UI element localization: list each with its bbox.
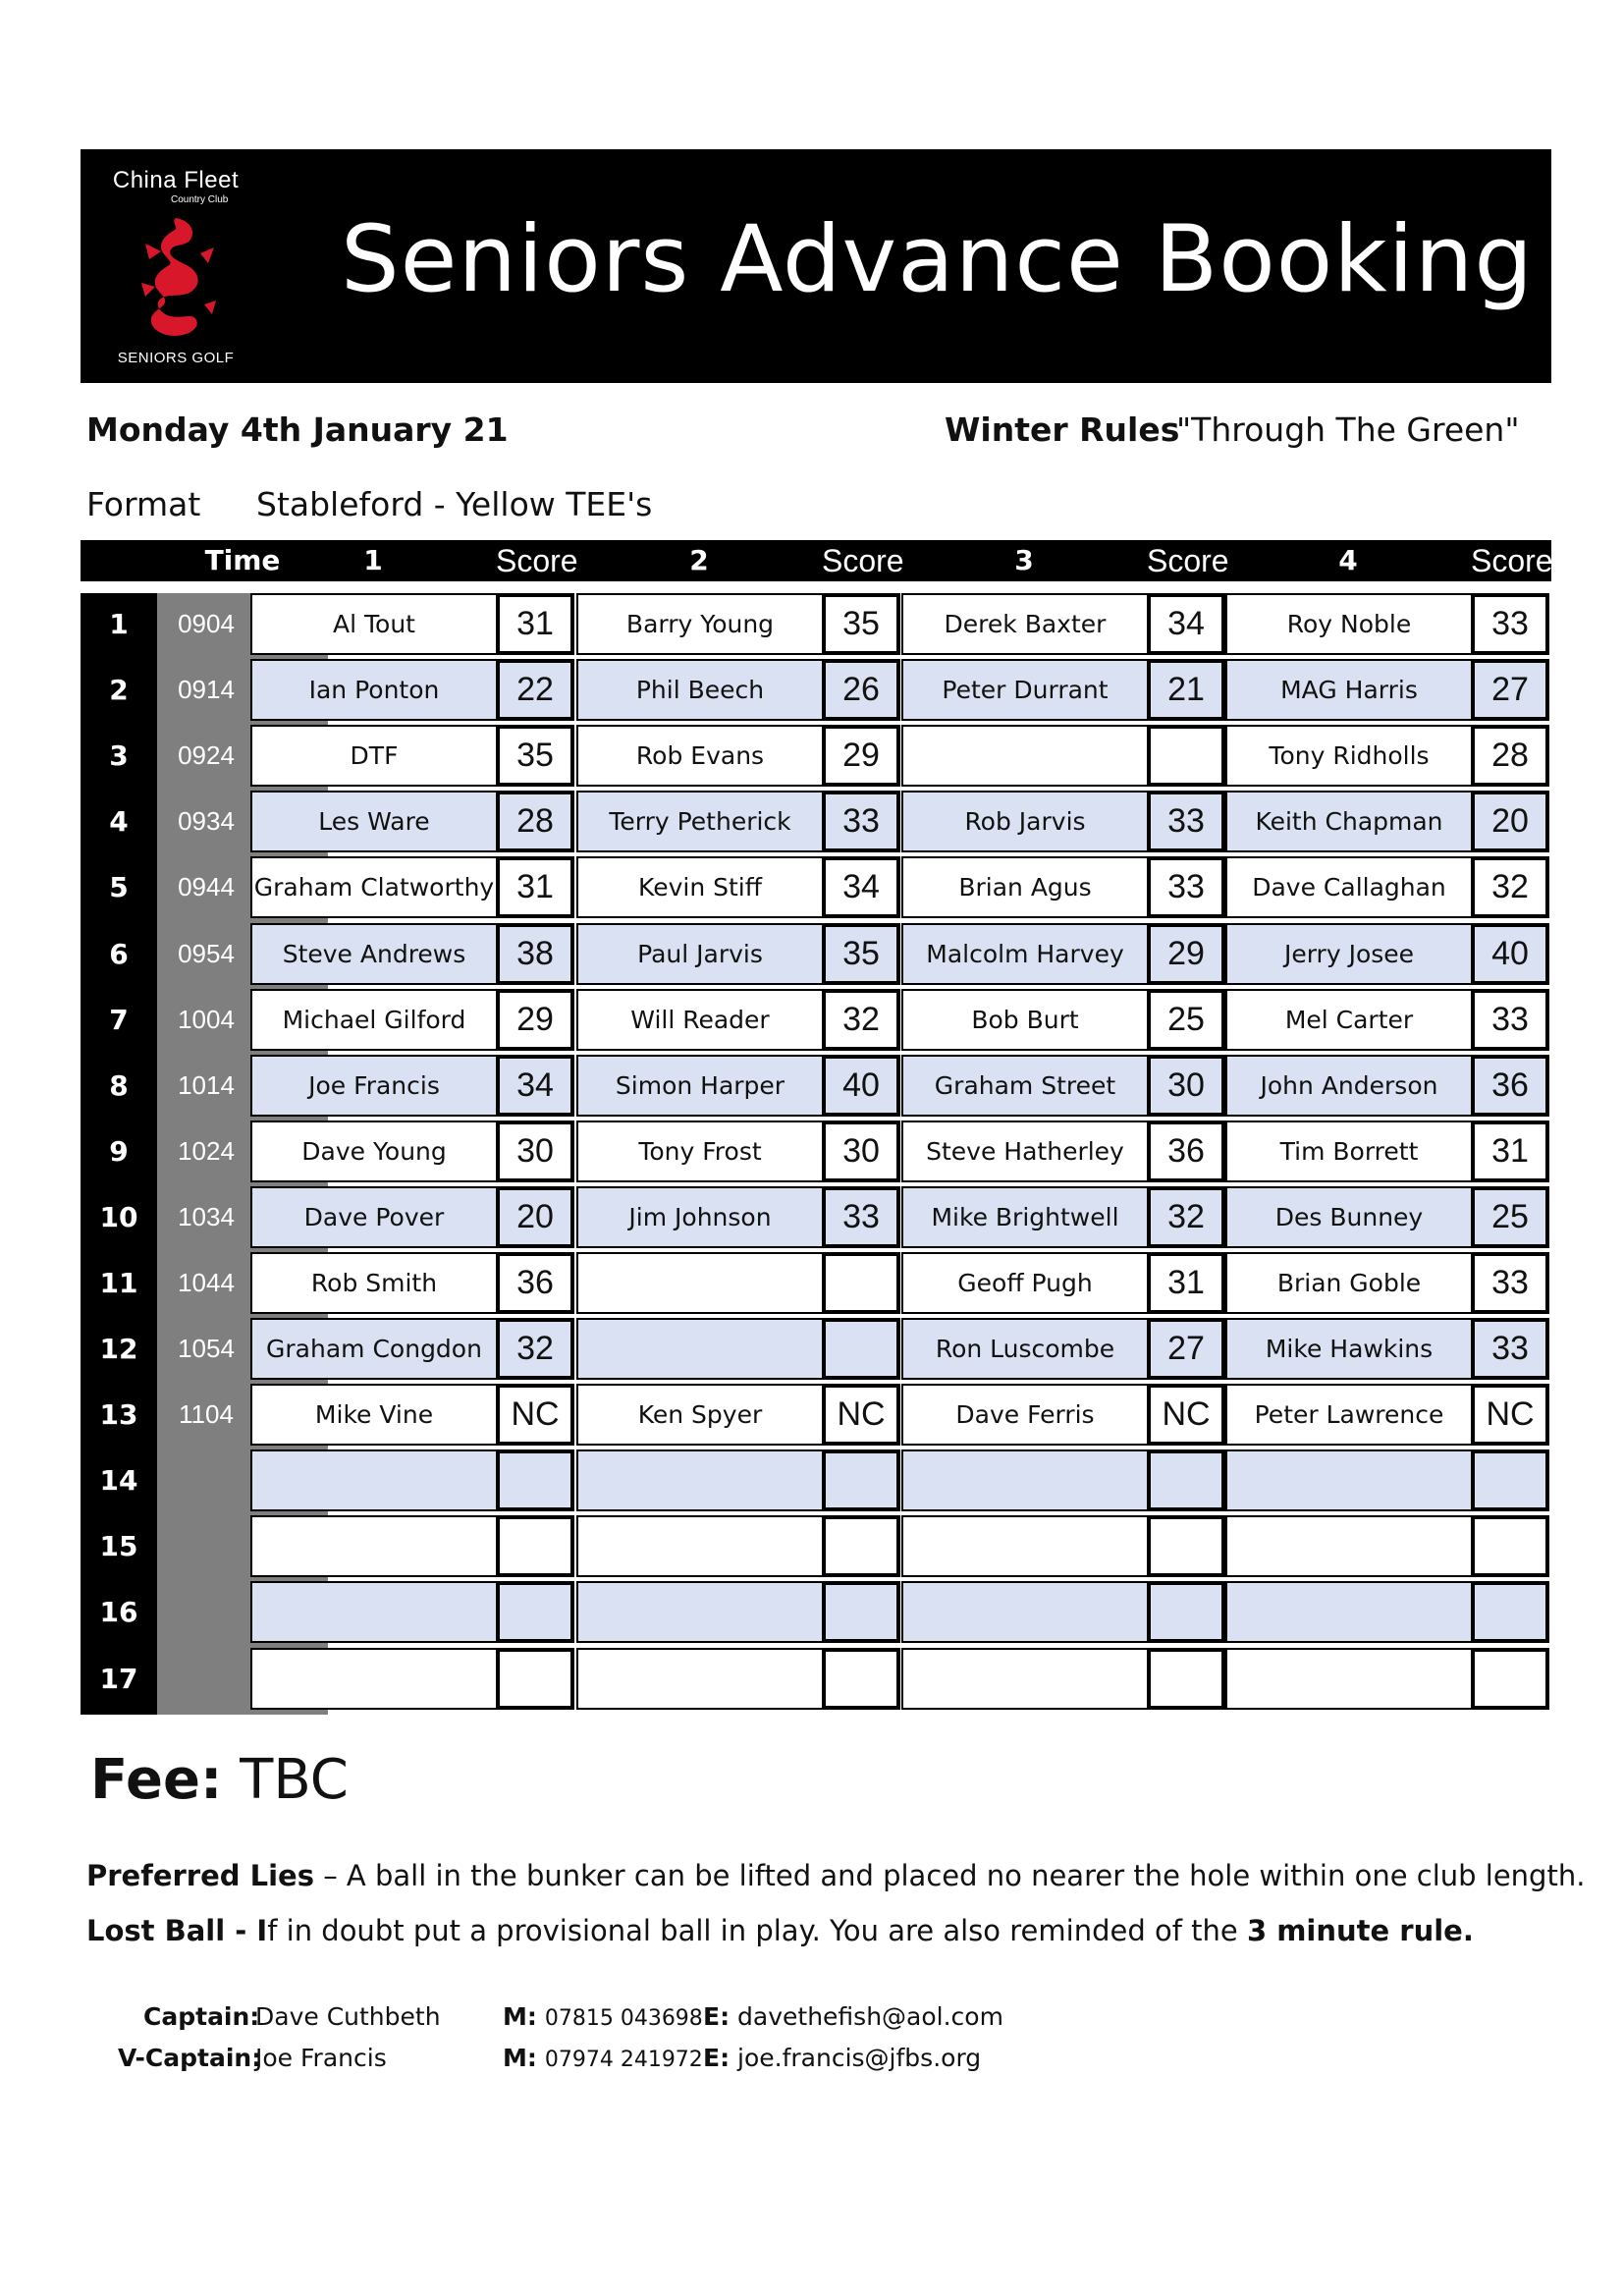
- tee-time: 1024: [178, 1136, 235, 1166]
- player-name-cell: John Anderson: [1225, 1055, 1473, 1117]
- row-number: 2: [109, 674, 129, 706]
- fee-value: TBC: [240, 1748, 349, 1812]
- player-name-cell: [576, 1449, 824, 1511]
- player-score-cell: 31: [496, 593, 574, 655]
- tee-time: [157, 1648, 255, 1710]
- player-score-cell: 33: [1471, 1318, 1549, 1380]
- vcaptain-email-label: E:: [703, 2044, 731, 2072]
- fee-line: [90, 1748, 349, 1812]
- player-name-cell: Dave Ferris: [901, 1384, 1149, 1446]
- row-number: 15: [99, 1530, 138, 1562]
- player-score-cell: 32: [496, 1318, 574, 1380]
- player-name-cell: Al Tout: [250, 593, 498, 655]
- player-name-cell: Graham Clatworthy: [250, 856, 498, 918]
- logo-club-name: China Fleet: [112, 167, 240, 193]
- player-score-cell: 30: [1147, 1055, 1225, 1117]
- winter-rules-label: Winter Rules: [945, 410, 1180, 449]
- tee-time: 0914: [178, 675, 235, 704]
- header-group-2: 2: [689, 544, 709, 576]
- player-name-cell: Terry Petherick: [576, 791, 824, 852]
- player-score-cell: 36: [496, 1252, 574, 1314]
- row-number: 14: [99, 1464, 138, 1497]
- player-score-cell: 21: [1147, 659, 1225, 721]
- player-score-cell: [1471, 1648, 1549, 1710]
- player-name-cell: Roy Noble: [1225, 593, 1473, 655]
- tee-time: 0934: [178, 806, 235, 836]
- preferred-lies-text: – A ball in the bunker can be lifted and placed no nearer the hole within one club length.: [314, 1859, 1586, 1892]
- captain-email-label: E:: [703, 2002, 731, 2031]
- player-score-cell: 35: [496, 725, 574, 787]
- player-score-cell: 27: [1147, 1318, 1225, 1380]
- player-score-cell: 28: [496, 791, 574, 852]
- player-score-cell: NC: [496, 1384, 574, 1446]
- player-score-cell: 31: [1147, 1252, 1225, 1314]
- player-name-cell: Mike Vine: [250, 1384, 498, 1446]
- player-score-cell: 20: [1471, 791, 1549, 852]
- vcaptain-email-line: [703, 2044, 981, 2072]
- player-name-cell: [901, 1581, 1149, 1643]
- player-name-cell: Mike Hawkins: [1225, 1318, 1473, 1380]
- player-name-cell: Ken Spyer: [576, 1384, 824, 1446]
- player-name-cell: Phil Beech: [576, 659, 824, 721]
- player-name-cell: Brian Goble: [1225, 1252, 1473, 1314]
- player-score-cell: 31: [1471, 1121, 1549, 1182]
- row-number: 10: [99, 1201, 138, 1233]
- player-score-cell: 33: [1471, 989, 1549, 1051]
- captain-name: Dave Cuthbeth: [255, 2002, 441, 2031]
- player-name-cell: Tony Ridholls: [1225, 725, 1473, 787]
- player-score-cell: 33: [822, 1186, 900, 1248]
- player-score-cell: [1147, 725, 1225, 787]
- player-score-cell: 32: [822, 989, 900, 1051]
- row-number: 3: [109, 739, 129, 772]
- player-score-cell: [1147, 1648, 1225, 1710]
- player-score-cell: 35: [822, 593, 900, 655]
- player-name-cell: Ron Luscombe: [901, 1318, 1149, 1380]
- player-score-cell: [496, 1581, 574, 1643]
- preferred-lies-label: Preferred Lies: [86, 1859, 314, 1892]
- player-name-cell: Mel Carter: [1225, 989, 1473, 1051]
- row-number: 13: [99, 1398, 138, 1431]
- player-score-cell: 28: [1471, 725, 1549, 787]
- player-score-cell: 34: [1147, 593, 1225, 655]
- player-name-cell: [576, 1515, 824, 1577]
- lost-ball-bold: 3 minute rule.: [1246, 1914, 1474, 1947]
- player-name-cell: Rob Evans: [576, 725, 824, 787]
- player-score-cell: 31: [496, 856, 574, 918]
- player-name-cell: [901, 1449, 1149, 1511]
- winter-rules-value: "Through The Green": [1176, 410, 1520, 449]
- row-number: 9: [109, 1135, 129, 1168]
- row-number: 4: [109, 805, 129, 838]
- player-name-cell: Paul Jarvis: [576, 923, 824, 985]
- player-name-cell: Dave Pover: [250, 1186, 498, 1248]
- player-name-cell: Jerry Josee: [1225, 923, 1473, 985]
- player-name-cell: Brian Agus: [901, 856, 1149, 918]
- header-score-3: Score: [1147, 543, 1229, 578]
- player-name-cell: Les Ware: [250, 791, 498, 852]
- player-name-cell: Joe Francis: [250, 1055, 498, 1117]
- player-score-cell: 33: [822, 791, 900, 852]
- row-number: 16: [99, 1596, 138, 1628]
- player-name-cell: Will Reader: [576, 989, 824, 1051]
- player-score-cell: 33: [1471, 593, 1549, 655]
- player-name-cell: Derek Baxter: [901, 593, 1149, 655]
- header-score-4: Score: [1471, 543, 1553, 578]
- captain-email-line: [703, 2002, 1003, 2031]
- player-score-cell: 25: [1147, 989, 1225, 1051]
- player-name-cell: [576, 1581, 824, 1643]
- logo-seniors-golf: SENIORS GOLF: [117, 350, 235, 366]
- player-score-cell: 34: [496, 1055, 574, 1117]
- player-score-cell: 36: [1471, 1055, 1549, 1117]
- captain-phone: 07815 043698: [544, 2006, 703, 2031]
- header-banner: [81, 149, 1551, 383]
- player-name-cell: [250, 1515, 498, 1577]
- player-score-cell: 27: [1471, 659, 1549, 721]
- player-name-cell: Peter Durrant: [901, 659, 1149, 721]
- tee-time: 1054: [178, 1334, 235, 1363]
- row-number: 12: [99, 1333, 138, 1365]
- player-score-cell: 32: [1147, 1186, 1225, 1248]
- player-score-cell: 38: [496, 923, 574, 985]
- tee-time: 1014: [178, 1070, 235, 1100]
- player-score-cell: 33: [1471, 1252, 1549, 1314]
- logo-club-subtitle: Country Club: [171, 194, 229, 205]
- format-value: Stableford - Yellow TEE's: [256, 485, 653, 523]
- player-score-cell: [1471, 1581, 1549, 1643]
- player-name-cell: Peter Lawrence: [1225, 1384, 1473, 1446]
- player-name-cell: Barry Young: [576, 593, 824, 655]
- player-name-cell: Rob Jarvis: [901, 791, 1149, 852]
- tee-time: [157, 1449, 255, 1511]
- header-group-3: 3: [1014, 544, 1034, 576]
- header-score-2: Score: [822, 543, 904, 578]
- vcaptain-role: V-Captain:: [118, 2044, 262, 2072]
- page-title: Seniors Advance Booking: [341, 206, 1535, 313]
- row-number: 17: [99, 1663, 138, 1695]
- lost-ball-text: f in doubt put a provisional ball in play. You are also reminded of the: [267, 1914, 1247, 1947]
- player-score-cell: NC: [1147, 1384, 1225, 1446]
- player-name-cell: [1225, 1648, 1473, 1710]
- player-score-cell: 40: [1471, 923, 1549, 985]
- player-name-cell: [576, 1318, 824, 1380]
- captain-email: davethefish@aol.com: [737, 2002, 1003, 2031]
- player-name-cell: [250, 1581, 498, 1643]
- player-score-cell: 20: [496, 1186, 574, 1248]
- player-score-cell: 33: [1147, 791, 1225, 852]
- player-name-cell: Mike Brightwell: [901, 1186, 1149, 1248]
- player-score-cell: 30: [496, 1121, 574, 1182]
- lost-ball-label: Lost Ball - I: [86, 1914, 268, 1947]
- table-header: [81, 540, 1551, 581]
- tee-time: 0904: [178, 609, 235, 638]
- row-number: 1: [109, 608, 129, 640]
- player-name-cell: Simon Harper: [576, 1055, 824, 1117]
- player-name-cell: Graham Congdon: [250, 1318, 498, 1380]
- format-label: Format: [86, 485, 201, 523]
- player-name-cell: Dave Callaghan: [1225, 856, 1473, 918]
- tee-time: 1034: [178, 1202, 235, 1231]
- lost-ball-rule: [86, 1914, 1474, 1947]
- captain-role: Captain:: [143, 2002, 260, 2031]
- row-number: 6: [109, 938, 129, 970]
- player-score-cell: 30: [822, 1121, 900, 1182]
- player-name-cell: DTF: [250, 725, 498, 787]
- player-name-cell: Des Bunney: [1225, 1186, 1473, 1248]
- player-score-cell: 26: [822, 659, 900, 721]
- header-time: Time: [204, 544, 281, 576]
- tee-time: 1044: [178, 1268, 235, 1297]
- tee-time: [157, 1515, 255, 1577]
- player-name-cell: [250, 1648, 498, 1710]
- player-name-cell: MAG Harris: [1225, 659, 1473, 721]
- player-name-cell: [901, 1648, 1149, 1710]
- player-name-cell: Tony Frost: [576, 1121, 824, 1182]
- event-date: Monday 4th January 21: [86, 410, 509, 449]
- row-number: 11: [99, 1267, 138, 1299]
- player-name-cell: Kevin Stiff: [576, 856, 824, 918]
- tee-time: 0954: [178, 939, 235, 968]
- player-name-cell: Rob Smith: [250, 1252, 498, 1314]
- player-score-cell: [1147, 1515, 1225, 1577]
- player-score-cell: NC: [1471, 1384, 1549, 1446]
- player-score-cell: [1471, 1515, 1549, 1577]
- player-score-cell: [1147, 1581, 1225, 1643]
- player-name-cell: Keith Chapman: [1225, 791, 1473, 852]
- player-name-cell: Bob Burt: [901, 989, 1149, 1051]
- header-score-1: Score: [496, 543, 578, 578]
- tee-time: 0924: [178, 740, 235, 770]
- player-score-cell: [496, 1449, 574, 1511]
- vcaptain-email: joe.francis@jfbs.org: [737, 2044, 982, 2072]
- player-score-cell: 33: [1147, 856, 1225, 918]
- player-name-cell: Tim Borrett: [1225, 1121, 1473, 1182]
- player-score-cell: [822, 1581, 900, 1643]
- player-score-cell: [1471, 1449, 1549, 1511]
- header-group-1: 1: [363, 544, 383, 576]
- player-score-cell: [822, 1515, 900, 1577]
- player-score-cell: 40: [822, 1055, 900, 1117]
- captain-phone-label: M:: [503, 2002, 537, 2031]
- preferred-lies-rule: [86, 1859, 1585, 1892]
- vcaptain-phone: 07974 241972: [544, 2048, 703, 2072]
- player-score-cell: [496, 1648, 574, 1710]
- player-score-cell: 22: [496, 659, 574, 721]
- header-group-4: 4: [1338, 544, 1358, 576]
- player-name-cell: [250, 1449, 498, 1511]
- player-score-cell: [822, 1252, 900, 1314]
- dragon-icon: [132, 214, 220, 342]
- tee-time: 1104: [179, 1399, 234, 1429]
- tee-time-grid: [81, 593, 1551, 1715]
- player-score-cell: NC: [822, 1384, 900, 1446]
- player-score-cell: [1147, 1449, 1225, 1511]
- player-score-cell: 29: [822, 725, 900, 787]
- player-score-cell: 35: [822, 923, 900, 985]
- player-name-cell: Steve Hatherley: [901, 1121, 1149, 1182]
- player-score-cell: 36: [1147, 1121, 1225, 1182]
- player-name-cell: Ian Ponton: [250, 659, 498, 721]
- player-name-cell: [1225, 1581, 1473, 1643]
- player-score-cell: 32: [1471, 856, 1549, 918]
- player-score-cell: 29: [496, 989, 574, 1051]
- player-score-cell: 29: [1147, 923, 1225, 985]
- player-score-cell: [822, 1648, 900, 1710]
- player-name-cell: Graham Street: [901, 1055, 1149, 1117]
- player-name-cell: Dave Young: [250, 1121, 498, 1182]
- player-name-cell: [1225, 1449, 1473, 1511]
- player-score-cell: 25: [1471, 1186, 1549, 1248]
- vcaptain-phone-line: [503, 2044, 703, 2072]
- player-name-cell: [576, 1648, 824, 1710]
- player-name-cell: Steve Andrews: [250, 923, 498, 985]
- tee-time: 1004: [178, 1005, 235, 1034]
- row-number: 7: [109, 1004, 129, 1036]
- player-score-cell: [822, 1318, 900, 1380]
- player-score-cell: [822, 1449, 900, 1511]
- player-name-cell: [1225, 1515, 1473, 1577]
- fee-label: Fee:: [90, 1748, 223, 1812]
- player-name-cell: Michael Gilford: [250, 989, 498, 1051]
- club-logo: [102, 167, 249, 373]
- player-name-cell: Malcolm Harvey: [901, 923, 1149, 985]
- player-name-cell: [901, 725, 1149, 787]
- vcaptain-phone-label: M:: [503, 2044, 537, 2072]
- player-name-cell: [576, 1252, 824, 1314]
- player-score-cell: 34: [822, 856, 900, 918]
- row-number: 5: [109, 871, 129, 903]
- player-name-cell: Jim Johnson: [576, 1186, 824, 1248]
- player-name-cell: [901, 1515, 1149, 1577]
- player-name-cell: Geoff Pugh: [901, 1252, 1149, 1314]
- tee-time: [157, 1581, 255, 1643]
- row-number: 8: [109, 1069, 129, 1102]
- tee-time: 0944: [178, 872, 235, 902]
- captain-phone-line: [503, 2002, 703, 2031]
- player-score-cell: [496, 1515, 574, 1577]
- vcaptain-name: Joe Francis: [255, 2044, 387, 2072]
